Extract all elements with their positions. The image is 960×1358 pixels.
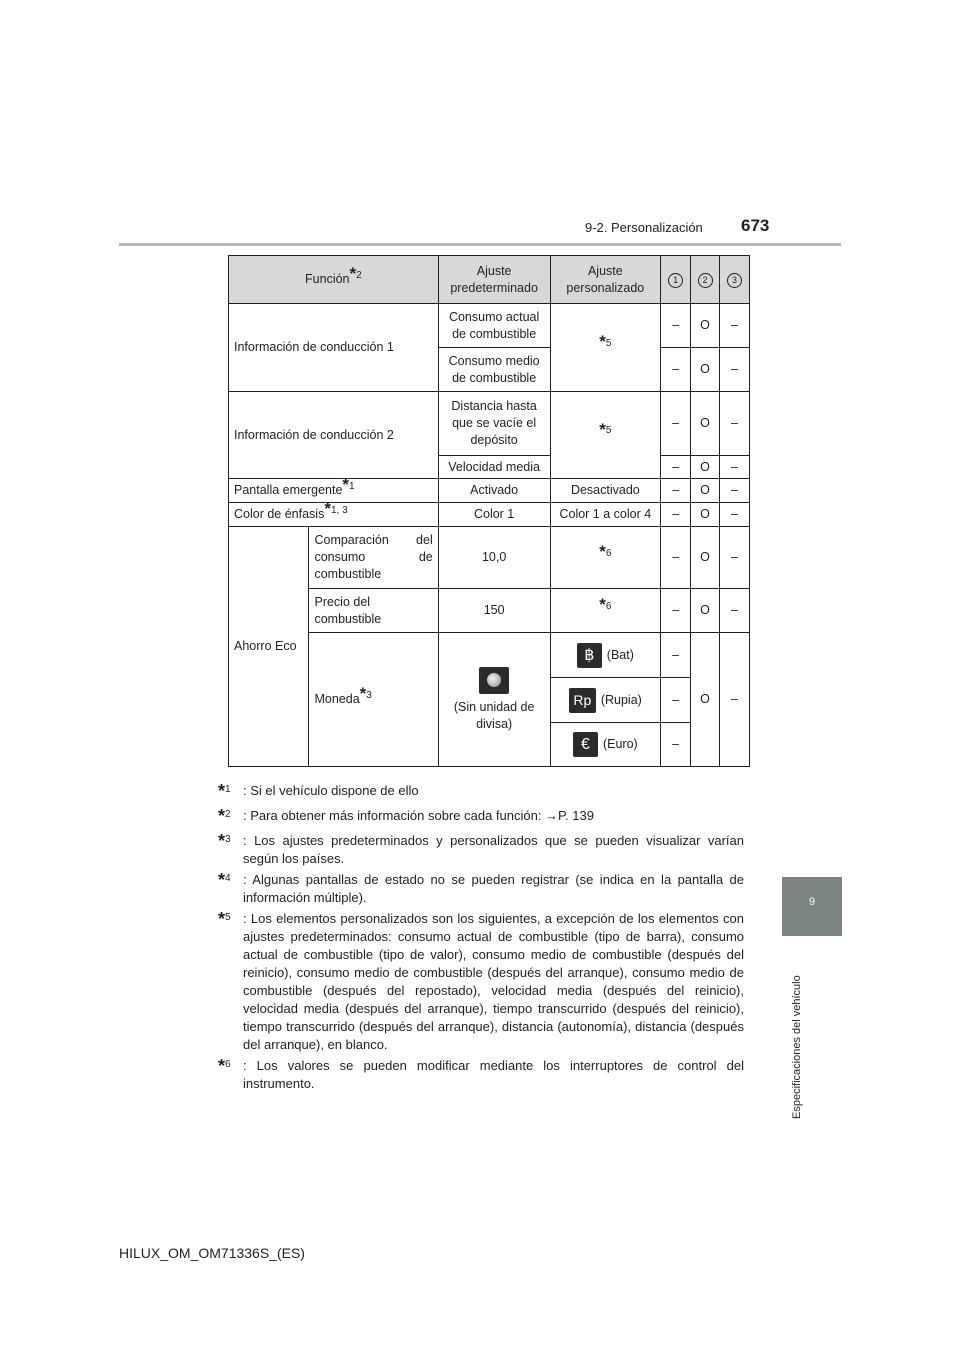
custom-value: *5 xyxy=(550,392,661,479)
default-value: Color 1 xyxy=(438,503,550,527)
col3-mark: – xyxy=(720,456,750,479)
header-function: Función$^{*2}$ xyxy=(229,256,439,304)
custom-value: *5 xyxy=(550,304,661,392)
col1-mark: – xyxy=(661,589,691,633)
header-default: Ajuste predeterminado xyxy=(438,256,550,304)
sub-label: Precio del combustible xyxy=(309,589,438,633)
col3-mark: – xyxy=(720,479,750,503)
table-header-row xyxy=(229,256,750,304)
col2-mark: O xyxy=(691,633,720,767)
custom-value: € (Euro) xyxy=(550,723,661,767)
col2-mark: O xyxy=(691,392,720,456)
footnote: *$^2$ : Para obtener más información sobre cada función: →P. 139 xyxy=(218,806,594,826)
running-header-section: 9-2. Personalización xyxy=(585,220,703,235)
default-value: Consumo medio de combustible xyxy=(438,348,550,392)
default-value: 10,0 xyxy=(438,527,550,589)
default-value: 150 xyxy=(438,589,550,633)
custom-value: Rp (Rupia) xyxy=(550,678,661,723)
default-value: Activado xyxy=(438,479,550,503)
custom-value: Desactivado xyxy=(550,479,661,503)
col2-mark: O xyxy=(691,348,720,392)
col1-mark: – xyxy=(661,723,691,767)
header-rule xyxy=(119,243,841,246)
header-col-3 xyxy=(720,256,750,304)
no-currency-icon xyxy=(479,667,509,694)
euro-icon: € xyxy=(573,732,598,757)
custom-value: ฿ (Bat) xyxy=(550,633,661,678)
col3-mark: – xyxy=(720,348,750,392)
col3-mark: – xyxy=(720,304,750,348)
row-label: Pantalla emergente$^{*1}$ xyxy=(229,479,439,503)
col1-mark: – xyxy=(661,348,691,392)
default-value: Consumo actual de combustible xyxy=(438,304,550,348)
document-code: HILUX_OM_OM71336S_(ES) xyxy=(119,1245,305,1261)
col1-mark: – xyxy=(661,392,691,456)
col3-mark: – xyxy=(720,392,750,456)
col2-mark: O xyxy=(691,456,720,479)
col1-mark: – xyxy=(661,527,691,589)
footnote: *$^5$ : Los elementos personalizados son los siguientes, a excepción de los elementos con ajustes predeterminados: consumo actual de combustible (tipo de barra), consumo actual de combustible (tipo de valor), consumo medio de combustible (después del reinicio), consumo medio de combustible (después del arranque), consumo medio de combustible (después del repostado), velocidad media (después del reinicio), velocidad media (después del arranque), tiempo transcurrido (después del reinicio), tiempo transcurrido (después del arranque), distancia (autonomía), distancia (después del arranque), en blanco. xyxy=(218,909,744,1052)
chapter-tab[interactable]: 9 xyxy=(782,877,842,936)
default-currency-text: (Sin unidad de divisa) xyxy=(453,699,535,731)
col1-mark: – xyxy=(661,479,691,503)
chapter-side-label-text: Especificaciones del vehículo xyxy=(791,975,803,1119)
col1-mark: – xyxy=(661,456,691,479)
sub-label: Moneda$^{*3}$ xyxy=(309,633,438,767)
table-row xyxy=(229,392,750,456)
row-label: Información de conducción 1 xyxy=(229,304,439,392)
header-col-2 xyxy=(691,256,720,304)
sub-label: Comparación del consumo de combustible xyxy=(309,527,438,589)
row-label: Ahorro Eco xyxy=(229,527,309,767)
table-row xyxy=(229,503,750,527)
circled-1-icon: 1 xyxy=(668,273,683,288)
col3-mark: – xyxy=(720,633,750,767)
col1-mark: – xyxy=(661,503,691,527)
col3-mark: – xyxy=(720,503,750,527)
custom-value: *6 xyxy=(550,589,661,633)
rupiah-icon: Rp xyxy=(569,688,596,713)
col2-mark: O xyxy=(691,479,720,503)
default-value: Velocidad media xyxy=(438,456,550,479)
col2-mark: O xyxy=(691,527,720,589)
row-label: Información de conducción 2 xyxy=(229,392,439,479)
table-row xyxy=(229,304,750,348)
customization-table xyxy=(228,255,750,767)
chapter-side-label xyxy=(783,943,811,1119)
header-col-1 xyxy=(661,256,691,304)
col1-mark: – xyxy=(661,678,691,723)
table-row xyxy=(229,479,750,503)
circled-2-icon: 2 xyxy=(698,273,713,288)
page-number: 673 xyxy=(741,216,770,235)
header-custom: Ajuste personalizado xyxy=(550,256,661,304)
footnote: *$^6$ : Los valores se pueden modificar mediante los interruptores de control del instrumento. xyxy=(218,1056,744,1091)
footnote: *$^4$ : Algunas pantallas de estado no se pueden registrar (se indica en la pantalla de información múltiple). xyxy=(218,870,744,905)
footnote: *$^3$ : Los ajustes predeterminados y personalizados que se pueden visualizar varían según los países. xyxy=(218,831,744,866)
col2-mark: O xyxy=(691,304,720,348)
baht-icon: ฿ xyxy=(577,643,602,668)
col3-mark: – xyxy=(720,589,750,633)
col1-mark: – xyxy=(661,304,691,348)
row-label: Color de énfasis$^{*1, 3}$ xyxy=(229,503,439,527)
table-row xyxy=(229,527,750,589)
custom-value: Color 1 a color 4 xyxy=(550,503,661,527)
col2-mark: O xyxy=(691,503,720,527)
default-value: Distancia hasta que se vacíe el depósito xyxy=(438,392,550,456)
circled-3-icon: 3 xyxy=(727,273,742,288)
footnotes xyxy=(218,782,744,1096)
col3-mark: – xyxy=(720,527,750,589)
footnote: *$^1$ : Si el vehículo dispone de ello xyxy=(218,781,419,801)
col1-mark: – xyxy=(661,633,691,678)
default-value xyxy=(438,633,550,767)
custom-value: *6 xyxy=(550,527,661,589)
col2-mark: O xyxy=(691,589,720,633)
